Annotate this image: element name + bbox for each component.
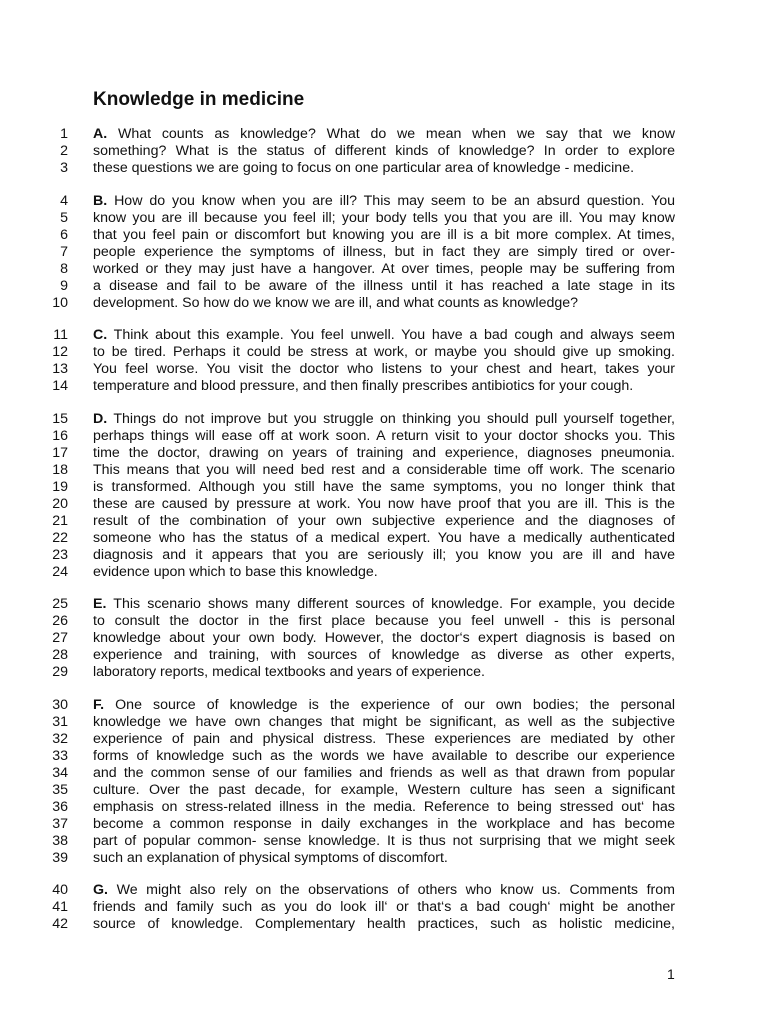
paragraph-label: C. [93,327,108,343]
line-number: 28 [52,647,68,663]
text-line [0,462,768,479]
text-line [0,210,768,227]
text-line [0,445,768,462]
line-content: How do you know when you are ill? This may seem to be an absurd question. You [107,192,675,209]
line-number: 25 [52,596,68,612]
text-line [0,647,768,664]
line-text: such an explanation of physical symptoms of discomfort. [93,849,448,866]
text-line [0,799,768,816]
text-line [0,664,768,681]
line-text: time the doctor, drawing on years of training and experience, diagnoses pneumonia. [93,444,675,461]
text-line [0,411,768,428]
line-text: friends and family such as you do look ill‘ or that‘s a bad cough‘ might be another [93,899,675,915]
text-line [0,916,768,933]
line-text: temperature and blood pressure, and then finally prescribes antibiotics for your cough. [93,378,634,394]
line-text: is transformed. Although you still have the same symptoms, you no longer think that [93,478,675,495]
line-number: 4 [60,192,68,209]
line-number: 21 [52,512,68,529]
line-number: 41 [52,899,68,915]
line-text: emphasis on stress-related illness in the media. Reference to being stressed out‘ has [93,798,675,815]
line-number: 23 [52,546,68,563]
paragraph-label: A. [93,126,108,142]
line-text: and the common sense of our families and friends as well as that drawn from popular [93,764,675,781]
line-text: something? What is the status of different kinds of knowledge? In order to explore [93,143,675,159]
line-number: 29 [52,664,68,680]
text-line [0,782,768,799]
text-line [0,564,768,581]
line-text: someone who has the status of a medical expert. You have a medically authenticated [93,529,675,546]
line-text: that you feel pain or discomfort but knowing you are ill is a bit more complex. At times, [93,226,675,243]
line-content: Think about this example. You feel unwell. You have a bad cough and always seem [107,327,675,343]
text-line [0,748,768,765]
line-number: 17 [52,444,68,461]
line-text: experience and training, with sources of knowledge as diverse as other experts, [93,647,675,663]
line-number: 10 [52,294,68,311]
line-number: 19 [52,478,68,495]
line-text: perhaps things will ease off at work soon. A return visit to your doctor shocks you. This [93,427,675,444]
line-number: 20 [52,495,68,512]
line-content: One source of knowledge is the experience of our own bodies; the personal [104,696,675,713]
paragraph-label: D. [93,410,108,427]
line-content: We might also rely on the observations of others who know us. Comments from [107,882,675,898]
paragraph-label: B. [93,192,108,209]
line-number: 8 [60,260,68,277]
text-line [0,850,768,867]
line-content: This scenario shows many different sources of knowledge. For example, you decide [106,596,675,612]
text-line [0,816,768,833]
line-text [93,411,675,428]
line-number: 37 [52,815,68,832]
text-line [0,513,768,530]
line-text: worked or they may just have a hangover. At over times, people may be suffering from [93,260,675,277]
line-text: these are caused by pressure at work. You now have proof that you are ill. This is the [93,495,675,512]
paragraph-label: G. [93,882,108,898]
line-text: these questions we are going to focus on one particular area of knowledge - medicine. [93,160,635,176]
page-title: Knowledge in medicine [93,89,305,110]
line-number: 36 [52,798,68,815]
line-number: 39 [52,849,68,866]
text-line [0,899,768,916]
line-text: become a common response in daily exchanges in the workplace and has become [93,815,675,832]
line-number: 30 [52,696,68,713]
line-text: to be tired. Perhaps it could be stress at work, or maybe you should give up smoking. [93,344,675,360]
text-line [0,126,768,143]
text-line [0,714,768,731]
line-number: 27 [52,630,68,646]
line-text: to consult the doctor in the first place because you feel unwell - this is personal [93,613,675,629]
text-line [0,547,768,564]
line-number: 18 [52,461,68,478]
line-number: 40 [52,882,68,898]
text-line [0,160,768,177]
text-line [0,596,768,613]
text-line [0,697,768,714]
text-line [0,278,768,295]
text-line [0,361,768,378]
line-text: result of the combination of your own subjective experience and the diagnoses of [93,512,675,529]
text-line [0,227,768,244]
line-number: 13 [52,361,68,377]
line-number: 1 [60,126,68,142]
text-line [0,378,768,395]
line-number: 34 [52,764,68,781]
line-text: laboratory reports, medical textbooks and years of experience. [93,664,485,680]
text-line [0,244,768,261]
line-text: You feel worse. You visit the doctor who listens to your chest and heart, takes your [93,361,675,377]
line-number: 42 [52,916,68,932]
text-line [0,630,768,647]
text-line [0,530,768,547]
line-text [93,882,675,899]
text-line [0,143,768,160]
line-number: 35 [52,781,68,798]
text-line [0,613,768,630]
line-text: source of knowledge. Complementary health practices, such as holistic medicine, [93,916,675,932]
text-line [0,833,768,850]
line-text: part of popular common- sense knowledge. It is thus not surprising that we might seek [93,832,675,849]
paragraph-label: F. [93,696,105,713]
line-number: 38 [52,832,68,849]
line-text [93,193,675,210]
line-number: 3 [60,160,68,176]
line-number: 2 [60,143,68,159]
line-text: development. So how do we know we are ill, and what counts as knowledge? [93,294,579,311]
line-number: 9 [60,277,68,294]
line-text: forms of knowledge such as the words we have available to describe our experience [93,747,675,764]
line-number: 16 [52,427,68,444]
line-number: 32 [52,730,68,747]
text-line [0,731,768,748]
text-line [0,193,768,210]
line-text: people experience the symptoms of illness, but in fact they are simply tired or over- [93,243,675,260]
text-line [0,344,768,361]
line-number: 14 [52,378,68,394]
text-line [0,295,768,312]
text-line [0,765,768,782]
line-number: 33 [52,747,68,764]
text-line [0,882,768,899]
line-number: 6 [60,226,68,243]
line-content: Things do not improve but you struggle on thinking you should pull yourself together, [107,410,675,427]
line-number: 5 [60,209,68,226]
text-line [0,496,768,513]
text-line [0,428,768,445]
line-text: know you are ill because you feel ill; your body tells you that you are ill. You may know [93,209,675,226]
text-line [0,327,768,344]
line-content: What counts as knowledge? What do we mean when we say that we know [107,126,675,142]
line-number: 7 [60,243,68,260]
text-line [0,261,768,278]
line-text: knowledge we have own changes that might be significant, as well as the subjective [93,713,675,730]
line-text [93,126,675,143]
line-text: knowledge about your own body. However, the doctor‘s expert diagnosis is based on [93,630,675,646]
line-text [93,327,675,344]
line-number: 24 [52,563,68,580]
line-text: experience of pain and physical distress. These experiences are mediated by other [93,730,675,747]
paragraph-label: E. [93,596,107,612]
line-text: This means that you will need bed rest and a considerable time off work. The scenario [93,461,675,478]
line-number: 11 [53,327,68,343]
line-number: 26 [52,613,68,629]
text-line [0,479,768,496]
line-number: 15 [52,410,68,427]
line-text [93,596,675,613]
line-text: diagnosis and it appears that you are seriously ill; you know you are ill and have [93,546,675,563]
line-number: 12 [52,344,68,360]
line-text: culture. Over the past decade, for example, Western culture has seen a significant [93,781,675,798]
line-number: 22 [52,529,68,546]
page-number: 1 [667,966,675,982]
line-text: a disease and fail to be aware of the illness until it has reached a late stage in its [93,277,675,294]
line-text: evidence upon which to base this knowledge. [93,563,378,580]
line-text [93,697,675,714]
line-number: 31 [52,713,68,730]
